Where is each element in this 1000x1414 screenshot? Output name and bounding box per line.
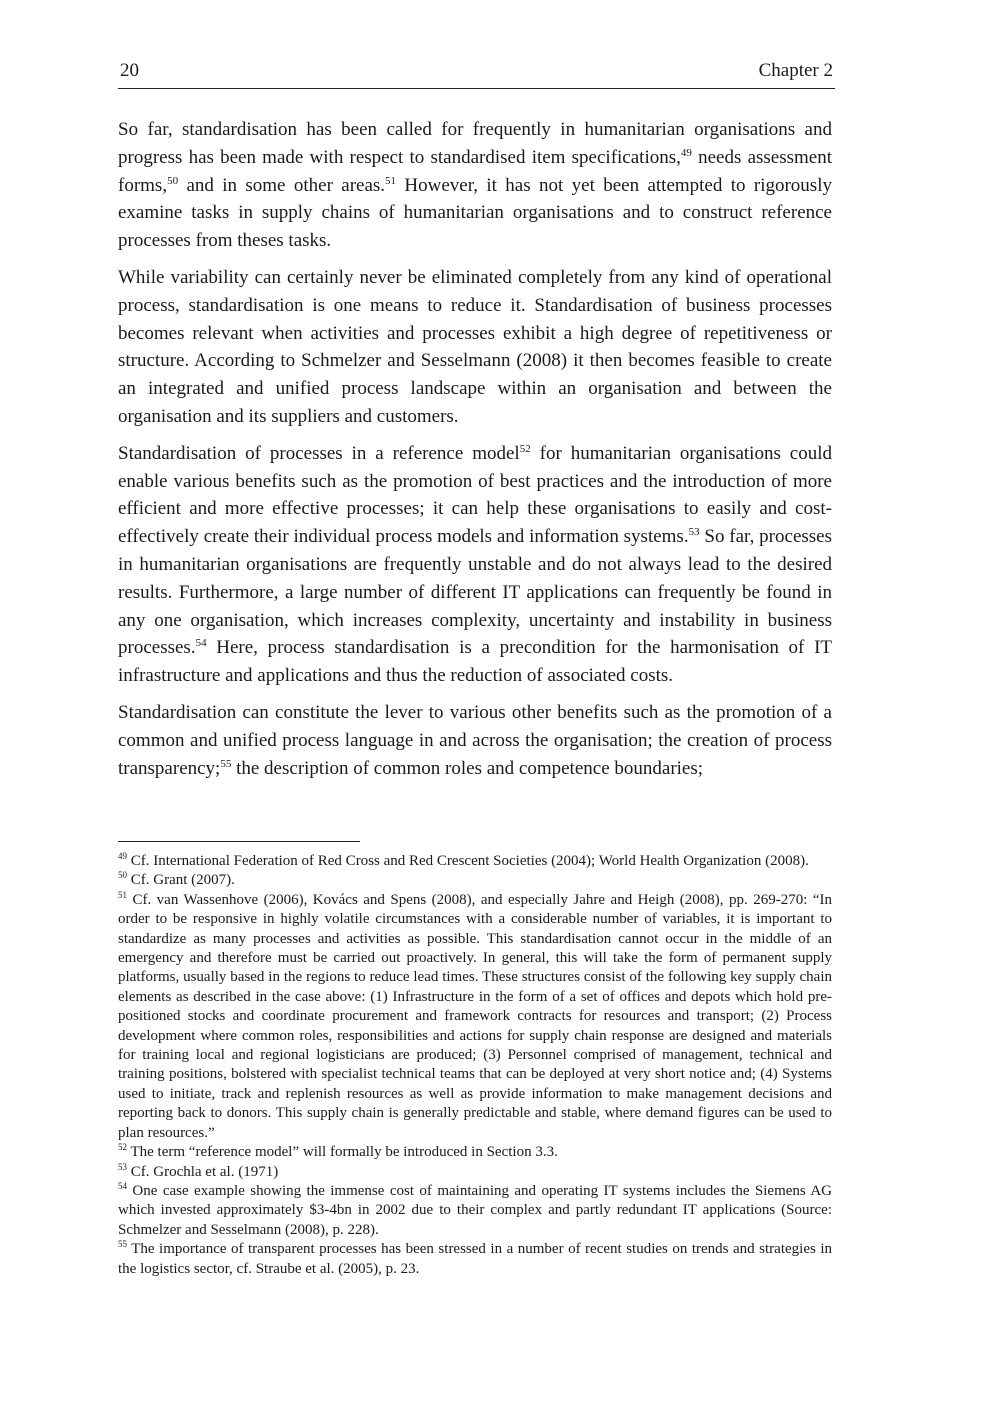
paragraph-text: for humanitarian organisations could enable various benefits such as the promotion of best practices and the introduction of more efficient and more effective processes; it can help these organisations to easily and cost-effectively create their individual process models and information systems. <box>118 442 832 548</box>
footnote-number: 51 <box>118 889 127 900</box>
footnote-number: 54 <box>118 1180 127 1191</box>
footnote-reference: 49 <box>680 146 692 159</box>
paragraph-text: However, it has not yet been attempted to rigorously examine tasks in supply chains of humanitarian organisations and to construct reference processes from theses tasks. <box>118 174 832 252</box>
footnote-reference: 50 <box>167 174 179 187</box>
paragraph-text: So far, standardisation has been called for frequently in humanitarian organisations and progress has been made with respect to standardised item specifications, <box>118 119 832 168</box>
footnote-separator <box>118 841 360 842</box>
paragraph-text: Here, process standardisation is a precondition for the harmonisation of IT infrastructure and applications and thus the reduction of associated costs. <box>118 637 832 687</box>
footnote-text: Cf. Grochla et al. (1971) <box>127 1163 279 1180</box>
footnote <box>118 1182 832 1240</box>
footnote <box>118 891 832 1143</box>
footnote-reference: 53 <box>688 526 700 539</box>
footnote <box>118 1143 832 1162</box>
paragraph-text: While variability can certainly never be eliminated completely from any kind of operational process, standardisation is one means to reduce it. Standardisation of business processes becomes relevant when activities and processes exhibit a high degree of repetitiveness or structure. According to Schmelzer and Sesselmann (2008) it then becomes feasible to create an integrated and unified process landscape within an organisation and between the organisation and its suppliers and customers. <box>118 266 832 427</box>
footnote-reference: 55 <box>220 757 232 770</box>
footnote-number: 49 <box>118 851 127 861</box>
footnote-number: 52 <box>118 1142 127 1153</box>
paragraph-text: needs assessment forms, <box>118 146 832 196</box>
body-paragraph <box>118 699 832 782</box>
footnote <box>118 871 832 890</box>
footnote-text: The term “reference model” will formally be introduced in Section 3.3. <box>127 1144 558 1161</box>
footnote <box>118 1240 832 1279</box>
chapter-title: Chapter 2 <box>758 60 833 81</box>
footnote-number: 53 <box>118 1161 127 1172</box>
footnotes <box>118 852 832 1279</box>
footnote-reference: 51 <box>385 174 397 187</box>
paragraph-text: Standardisation can constitute the lever to various other benefits such as the promotion of a common and unified process language in and across the organisation; the creation of process transparency; <box>118 701 832 779</box>
paragraph-text: So far, processes in humanitarian organisations are frequently unstable and do not always lead to the desired results. Furthermore, a large number of different IT applications can frequently be found in any one organisation, which increases complexity, uncertainty and instability in business processes. <box>118 526 832 659</box>
footnote <box>118 1163 832 1182</box>
footnote-text: Cf. van Wassenhove (2006), Kovács and Spens (2008), and especially Jahre and Heigh (2008), pp. 269-270: “In order to be responsive in highly volatile circumstances with a considerable number of variables, it is important to standardize as many processes and activities as possible. This standardisation cannot occur in the middle of an emergency and therefore must be carried out proactively. In general, this will take the form of permanent supply platforms, usually based in the regions to reduce lead times. These structures consist of the following key supply chain elements as described in the case above: (1) Infrastructure in the form of a set of offices and depots which hold pre-positioned stocks and coordinate procurement and framework contracts for resources and transport; (2) Process development where common roles, responsibilities and actions for supply chain response are designed and materials for training local and regional logisticians are produced; (3) Personnel comprised of management, technical and training positions, bolstered with specialist technical teams that can be deployed at very short notice and; (4) Systems used to initiate, track and replenish resources as well as provide information to make management decisions and reporting back to donors. This supply chain is generally predictable and stable, where demand figures can be used to plan resources.” <box>118 891 832 1141</box>
body-text <box>118 116 832 791</box>
footnote <box>118 852 832 871</box>
paragraph-text: the description of common roles and competence boundaries; <box>231 757 704 779</box>
footnote-reference: 52 <box>519 442 531 455</box>
footnote-number: 55 <box>118 1239 127 1250</box>
body-paragraph <box>118 440 832 690</box>
footnote-number: 50 <box>118 870 127 881</box>
footnote-text: Cf. International Federation of Red Cross and Red Crescent Societies (2004); World Health Organization (2008). <box>127 853 809 869</box>
page-header <box>118 58 835 89</box>
paragraph-text: and in some other areas. <box>178 174 386 196</box>
footnote-text: Cf. Grant (2007). <box>127 872 235 889</box>
body-paragraph <box>118 264 832 431</box>
footnote-text: The importance of transparent processes has been stressed in a number of recent studies on trends and strategies in the logistics sector, cf. Straube et al. (2005), p. 23. <box>118 1241 832 1277</box>
paragraph-text: Standardisation of processes in a reference model <box>118 442 520 464</box>
body-paragraph <box>118 116 832 255</box>
page-number: 20 <box>120 60 139 81</box>
footnote-reference: 54 <box>195 637 207 650</box>
footnote-text: One case example showing the immense cost of maintaining and operating IT systems includes the Siemens AG which invested approximately $3-4bn in 2002 due to their complex and partly redundant IT applications (Source: Schmelzer and Sesselmann (2008), p. 228). <box>118 1182 832 1238</box>
